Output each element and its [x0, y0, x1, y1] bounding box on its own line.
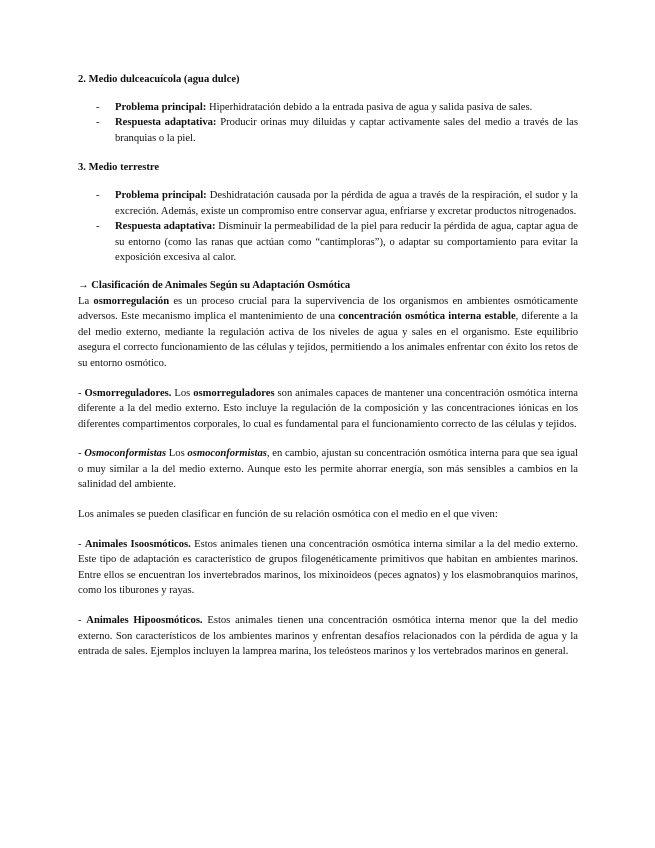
list-item [78, 115, 578, 146]
bold-term: osmorreguladores [193, 387, 275, 399]
text-run: Estos animales tienen una concentración osmótica interna similar a la del medio externo. Este tipo de adaptación es característico de grupos filogenéticamente primitivos que habitan en ambientes marinos. Entre ellos se encuentran los invertebrados marinos, los mixinoideos (peces agnatos) y los elasmobranquios marinos, como los tiburones y rayas. [78, 538, 578, 597]
text-run: , diferente a la del medio externo, mediante la regulación activa de los niveles de agua y sales en el organismo. Este equilibrio asegura el correcto funcionamiento de las células y tejidos, permitiendo a los animales enfrentar con éxito los retos de su entorno osmótico. [78, 311, 578, 369]
classification-heading: → Clasificación de Animales Según su Adaptación Osmótica [78, 279, 351, 291]
text-run: - [78, 387, 85, 399]
item-label: Problema principal: [115, 101, 207, 113]
text-run: , en cambio, ajustan su concentración osmótica interna para que sea igual o muy similar a la del medio externo. Aunque esto les permite ahorrar energía, son más sensibles a cambios en la salinidad del ambiente. [78, 448, 578, 491]
osmoregulators-paragraph [78, 386, 578, 433]
item-text: Disminuir la permeabilidad de la piel para reducir la pérdida de agua, captar agua de su entorno (como las ranas que actúan como “cantimploras”), o adaptar su comportamiento para evitar la exposición excesiva al calor. [115, 221, 578, 264]
text-run: es un proceso crucial para la supervivencia de los organismos en ambientes osmóticamente adversos. Este mecanismo implica el mantenimiento de una [78, 295, 578, 323]
list-item [78, 100, 578, 116]
bold-italic-term: osmoconformistas [187, 448, 267, 460]
text-run: son animales capaces de mantener una concentración osmótica interna diferente a la del medio externo. Esto incluye la regulación de la composición y las concentraciones iónicas en los diferentes compartimentos corporales, lo cual es fundamental para el funcionamiento correcto de las células y tejidos. [78, 387, 578, 430]
section-heading-freshwater: 2. Medio dulceacuícola (agua dulce) [78, 74, 240, 85]
text-run: Los [166, 448, 188, 460]
osmoconformers-paragraph [78, 446, 578, 493]
item-label: Problema principal: [115, 189, 207, 201]
bold-term: osmorregulación [93, 295, 170, 307]
classification-intro: Los animales se pueden clasificar en función de su relación osmótica con el medio en el que viven: [78, 509, 498, 521]
freshwater-list [78, 100, 578, 147]
item-text: Deshidratación causada por la pérdida de agua a través de la respiración, el sudor y la excreción. Además, existe un compromiso entre conservar agua, enfriarse y excretar productos nitrogenados. [115, 189, 578, 217]
item-text: Hiperhidratación debido a la entrada pasiva de agua y salida pasiva de sales. [206, 101, 533, 113]
item-label: Respuesta adaptativa: [115, 117, 217, 129]
text-run: Estos animales tienen una concentración osmótica interna menor que la del medio externo. Son característicos de los ambientes marinos y enfrentan desafíos relacionados con la pérdida de agua y la entrada de sales. Ejemplos incluyen la lamprea marina, los teleósteos marinos y los vertebrados marinos en general. [78, 615, 578, 658]
bold-term: Animales Isoosmóticos. [84, 538, 191, 550]
item-text: Producir orinas muy diluidas y captar activamente sales del medio a través de las branquias o la piel. [115, 117, 578, 144]
bold-term: Osmorreguladores. [84, 387, 172, 399]
bold-italic-term: Osmoconformistas [84, 448, 167, 460]
text-run: - [78, 538, 85, 550]
document-page [78, 72, 578, 660]
terrestrial-list [78, 188, 578, 266]
text-run: Los [171, 387, 194, 399]
list-item [78, 219, 578, 266]
dash-bullet: - [96, 189, 100, 201]
bold-term: concentración osmótica interna estable [338, 311, 516, 323]
text-run: - [78, 615, 87, 627]
section-heading-terrestrial: 3. Medio terrestre [78, 162, 160, 174]
list-item [78, 188, 578, 219]
text-run: La [78, 295, 94, 307]
dash-bullet: - [96, 117, 100, 129]
dash-bullet: - [96, 101, 100, 113]
bold-term: Animales Hipoosmóticos. [86, 615, 203, 627]
hypoosmotic-paragraph [78, 613, 578, 660]
isoosmotic-paragraph [78, 537, 578, 599]
dash-bullet: - [96, 221, 100, 233]
item-label: Respuesta adaptativa: [115, 221, 216, 233]
osmoregulation-paragraph [78, 294, 578, 372]
text-run: - [78, 448, 85, 460]
